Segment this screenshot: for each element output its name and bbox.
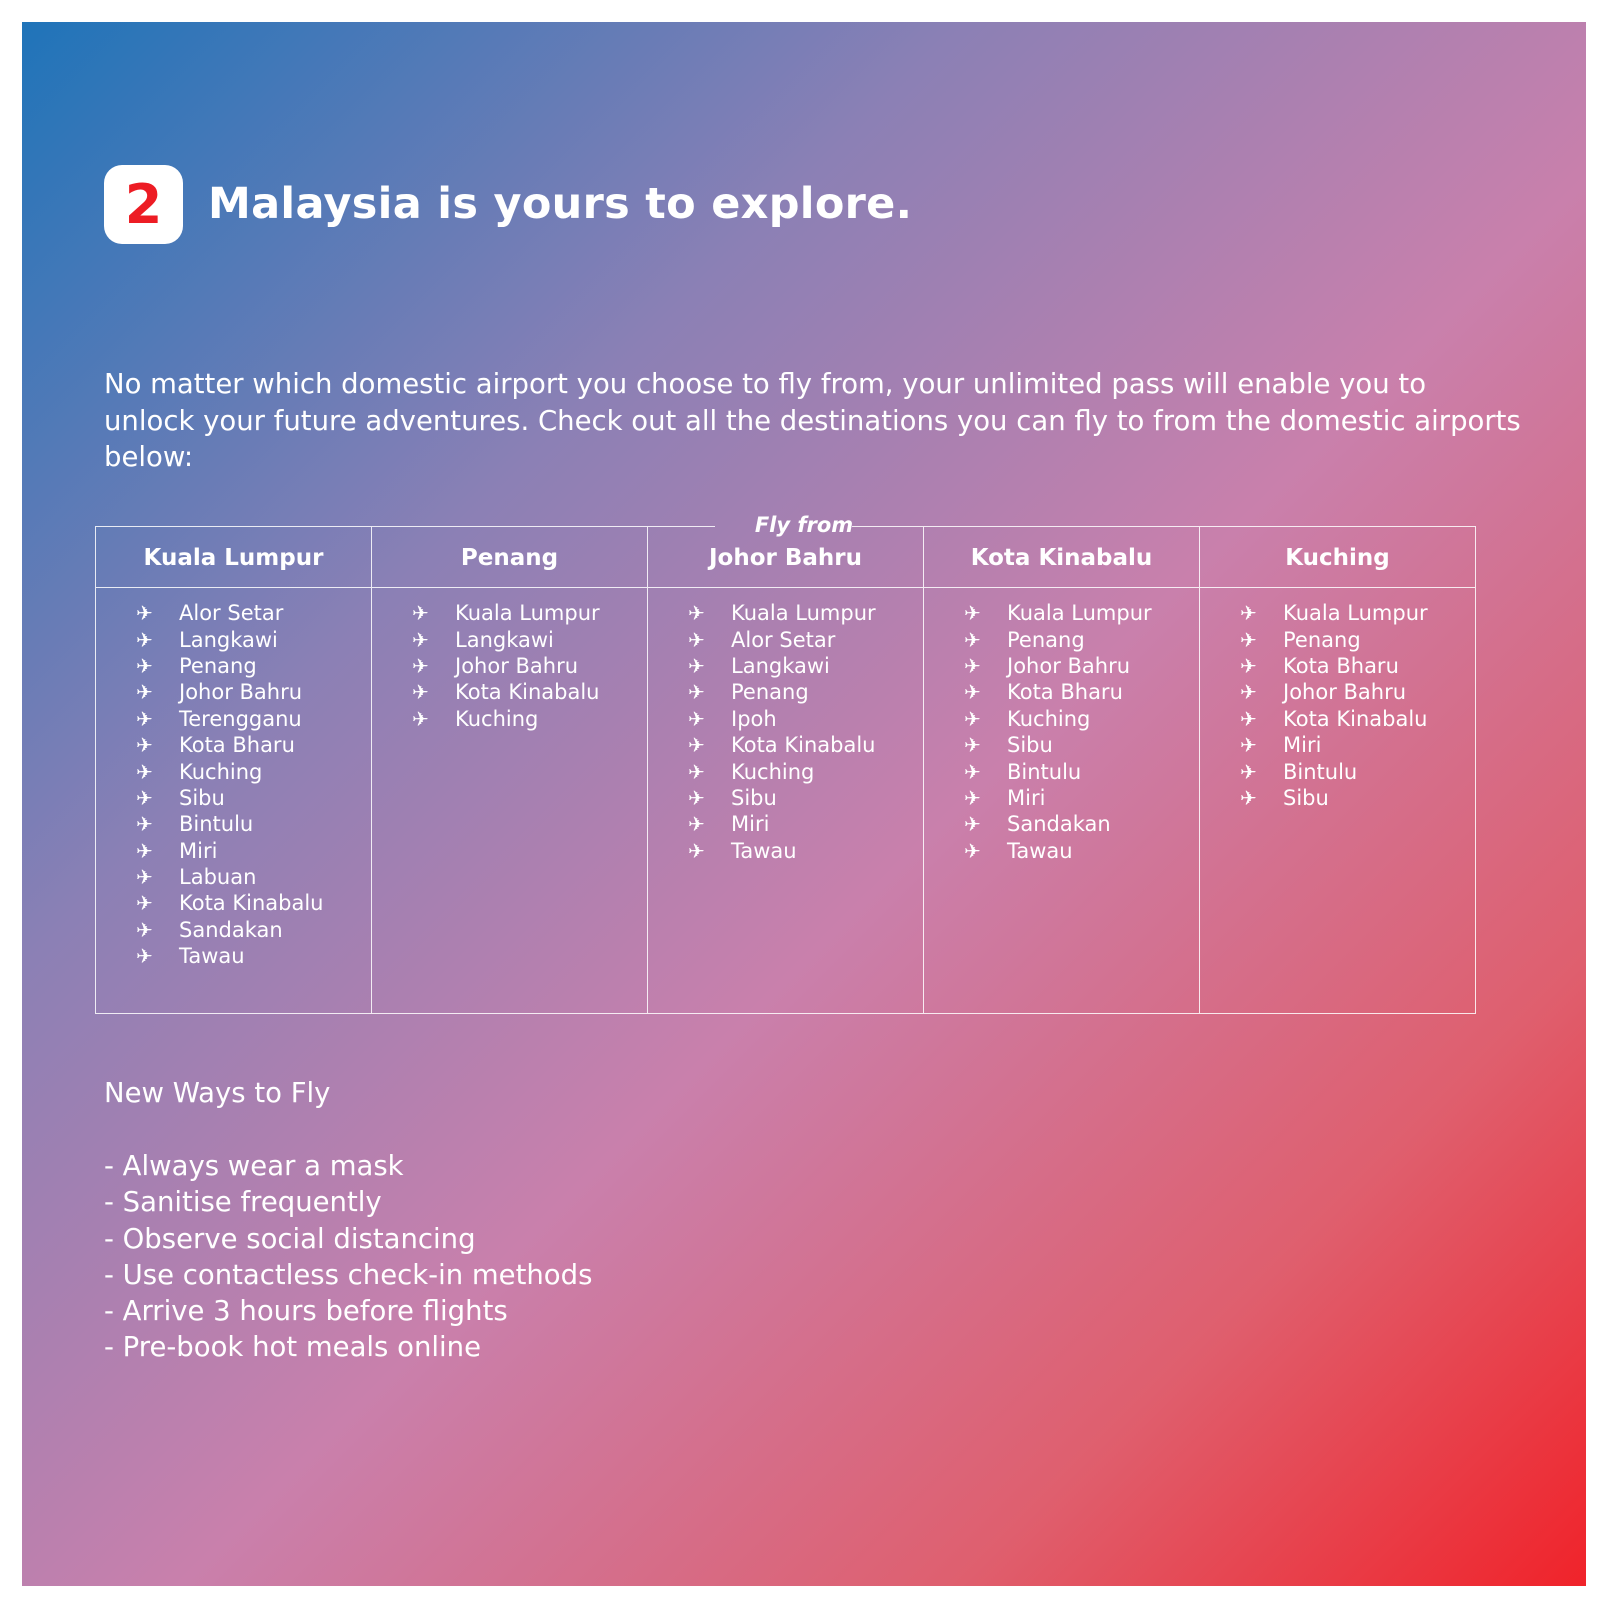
airplane-icon: ✈ [964, 653, 981, 678]
step-number-badge: 2 [104, 165, 183, 244]
destination-item [688, 653, 923, 679]
airplane-icon: ✈ [1240, 733, 1257, 758]
airplane-icon: ✈ [1240, 785, 1257, 810]
airplane-icon: ✈ [136, 917, 153, 942]
destination-item [964, 785, 1199, 811]
destination-item [412, 600, 647, 626]
airplane-icon: ✈ [136, 680, 153, 705]
destination-name: Kuching [731, 759, 815, 784]
destination-item [964, 706, 1199, 732]
destination-name: Sandakan [1007, 812, 1111, 837]
destination-name: Kota Bharu [1283, 653, 1399, 678]
airplane-icon: ✈ [964, 838, 981, 863]
destination-item [964, 811, 1199, 837]
airplane-icon: ✈ [412, 706, 429, 731]
fly-from-label: Fly from [754, 513, 854, 537]
destination-item [1240, 732, 1475, 758]
airplane-icon: ✈ [964, 601, 981, 626]
destination-name: Tawau [1007, 838, 1073, 863]
destination-item [136, 758, 371, 784]
airplane-icon: ✈ [964, 812, 981, 837]
destination-name: Kota Bharu [1007, 680, 1123, 705]
airplane-icon: ✈ [136, 706, 153, 731]
airplane-icon: ✈ [136, 601, 153, 626]
airplane-icon: ✈ [688, 653, 705, 678]
destination-name: Bintulu [1283, 759, 1358, 784]
destination-item [1240, 679, 1475, 705]
destination-item [964, 732, 1199, 758]
destination-list [96, 588, 371, 969]
intro-paragraph: No matter which domestic airport you choose to fly from, your unlimited pass will enable you to unlock your future adventures. Check out all the destinations you can fly to from the domestic airports below: [104, 368, 1521, 473]
destination-item [136, 917, 371, 943]
airplane-icon: ✈ [964, 759, 981, 784]
destination-item [1240, 600, 1475, 626]
destination-name: Langkawi [455, 627, 554, 652]
destination-name: Kuching [455, 706, 539, 731]
airplane-icon: ✈ [136, 733, 153, 758]
guideline-item: - Use contactless check-in methods [104, 1258, 593, 1291]
destination-item [688, 785, 923, 811]
destination-item [688, 679, 923, 705]
destination-item [136, 890, 371, 916]
destination-item [136, 838, 371, 864]
fly-from-label-gap [715, 524, 852, 530]
destination-item [136, 653, 371, 679]
destination-name: Terengganu [179, 706, 302, 731]
destination-name: Sandakan [179, 917, 283, 942]
airplane-icon: ✈ [412, 653, 429, 678]
destination-name: Alor Setar [179, 601, 284, 626]
destination-item [136, 600, 371, 626]
destination-item [964, 653, 1199, 679]
destination-name: Tawau [731, 838, 797, 863]
destination-list [1200, 588, 1475, 811]
airplane-icon: ✈ [136, 653, 153, 678]
airplane-icon: ✈ [964, 627, 981, 652]
promo-card [22, 22, 1586, 1586]
destination-item [1240, 626, 1475, 652]
destination-item [688, 758, 923, 784]
guideline-item: - Arrive 3 hours before flights [104, 1295, 508, 1328]
destination-item [964, 838, 1199, 864]
destination-item [1240, 653, 1475, 679]
destination-item [688, 600, 923, 626]
routes-table [95, 526, 1476, 1014]
airplane-icon: ✈ [964, 785, 981, 810]
destination-item [136, 811, 371, 837]
airplane-icon: ✈ [688, 785, 705, 810]
guideline-item: - Pre-book hot meals online [104, 1331, 482, 1364]
destination-item [412, 626, 647, 652]
guideline-item: - Always wear a mask [104, 1150, 404, 1182]
origin-column [96, 527, 372, 1013]
destination-item [136, 785, 371, 811]
airplane-icon: ✈ [964, 680, 981, 705]
airplane-icon: ✈ [688, 838, 705, 863]
airplane-icon: ✈ [688, 601, 705, 626]
destination-name: Johor Bahru [179, 680, 303, 705]
airplane-icon: ✈ [1240, 706, 1257, 731]
airplane-icon: ✈ [1240, 653, 1257, 678]
airplane-icon: ✈ [688, 812, 705, 837]
destination-item [412, 706, 647, 732]
destination-item [136, 679, 371, 705]
airplane-icon: ✈ [136, 891, 153, 916]
airplane-icon: ✈ [136, 865, 153, 890]
origin-column [648, 527, 924, 1013]
destination-item [688, 838, 923, 864]
airplane-icon: ✈ [412, 601, 429, 626]
origin-column [1200, 527, 1475, 1013]
destination-name: Langkawi [179, 627, 278, 652]
destination-name: Penang [731, 680, 809, 705]
destination-name: Labuan [179, 865, 257, 890]
origin-name: Kuala Lumpur [96, 527, 371, 588]
airplane-icon: ✈ [964, 706, 981, 731]
airplane-icon: ✈ [412, 680, 429, 705]
destination-name: Miri [179, 838, 218, 863]
destination-item [412, 679, 647, 705]
origin-name: Penang [372, 527, 647, 588]
destination-item [136, 864, 371, 890]
destination-list [648, 588, 923, 864]
destination-item [412, 653, 647, 679]
airplane-icon: ✈ [688, 680, 705, 705]
destination-item [964, 679, 1199, 705]
airplane-icon: ✈ [688, 706, 705, 731]
destination-item [1240, 785, 1475, 811]
destination-name: Alor Setar [731, 627, 836, 652]
destination-name: Sibu [179, 785, 225, 810]
destination-item [688, 706, 923, 732]
destination-name: Kuala Lumpur [1283, 601, 1428, 626]
destination-item [136, 626, 371, 652]
airplane-icon: ✈ [412, 627, 429, 652]
headline: Malaysia is yours to explore. [208, 179, 913, 229]
new-ways-title: New Ways to Fly [104, 1077, 331, 1109]
airplane-icon: ✈ [964, 733, 981, 758]
destination-item [688, 811, 923, 837]
destination-item [136, 943, 371, 969]
airplane-icon: ✈ [136, 785, 153, 810]
destination-name: Penang [179, 653, 257, 678]
airplane-icon: ✈ [1240, 601, 1257, 626]
destination-list [372, 588, 647, 732]
airplane-icon: ✈ [136, 627, 153, 652]
airplane-icon: ✈ [136, 838, 153, 863]
destination-list [924, 588, 1199, 864]
airplane-icon: ✈ [688, 733, 705, 758]
destination-item [1240, 706, 1475, 732]
destination-name: Kuala Lumpur [1007, 601, 1152, 626]
origin-column [372, 527, 648, 1013]
destination-name: Kuching [1007, 706, 1091, 731]
destination-name: Tawau [179, 944, 245, 969]
destination-name: Kota Kinabalu [179, 891, 324, 916]
origin-column [924, 527, 1200, 1013]
destination-name: Kota Kinabalu [1283, 706, 1428, 731]
airplane-icon: ✈ [1240, 680, 1257, 705]
destination-name: Miri [1007, 785, 1046, 810]
destination-name: Kota Kinabalu [455, 680, 600, 705]
destination-name: Johor Bahru [1283, 680, 1407, 705]
destination-name: Johor Bahru [1007, 653, 1131, 678]
destination-name: Miri [731, 812, 770, 837]
airplane-icon: ✈ [136, 944, 153, 969]
airplane-icon: ✈ [688, 627, 705, 652]
airplane-icon: ✈ [1240, 759, 1257, 784]
destination-name: Langkawi [731, 653, 830, 678]
destination-name: Sibu [731, 785, 777, 810]
origin-name: Johor Bahru [648, 527, 923, 588]
guideline-item: - Observe social distancing [104, 1222, 476, 1255]
origin-name: Kuching [1200, 527, 1475, 588]
destination-name: Kota Bharu [179, 733, 295, 758]
destination-item [964, 758, 1199, 784]
destination-name: Kuala Lumpur [455, 601, 600, 626]
destination-name: Bintulu [1007, 759, 1082, 784]
destination-item [964, 626, 1199, 652]
airplane-icon: ✈ [688, 759, 705, 784]
destination-name: Kota Kinabalu [731, 733, 876, 758]
destination-name: Penang [1283, 627, 1361, 652]
destination-name: Sibu [1283, 785, 1329, 810]
destination-name: Miri [1283, 733, 1322, 758]
destination-name: Bintulu [179, 812, 254, 837]
destination-name: Kuching [179, 759, 263, 784]
airplane-icon: ✈ [136, 812, 153, 837]
destination-name: Sibu [1007, 733, 1053, 758]
destination-item [136, 732, 371, 758]
origin-name: Kota Kinabalu [924, 527, 1199, 588]
destination-item [964, 600, 1199, 626]
destination-item [1240, 758, 1475, 784]
destination-item [136, 706, 371, 732]
airplane-icon: ✈ [1240, 627, 1257, 652]
destination-name: Kuala Lumpur [731, 601, 876, 626]
destination-item [688, 732, 923, 758]
destination-name: Ipoh [731, 706, 777, 731]
new-ways-list [104, 1148, 592, 1366]
destination-name: Johor Bahru [455, 653, 579, 678]
destination-name: Penang [1007, 627, 1085, 652]
airplane-icon: ✈ [136, 759, 153, 784]
destination-item [688, 626, 923, 652]
guideline-item: - Sanitise frequently [104, 1186, 382, 1219]
